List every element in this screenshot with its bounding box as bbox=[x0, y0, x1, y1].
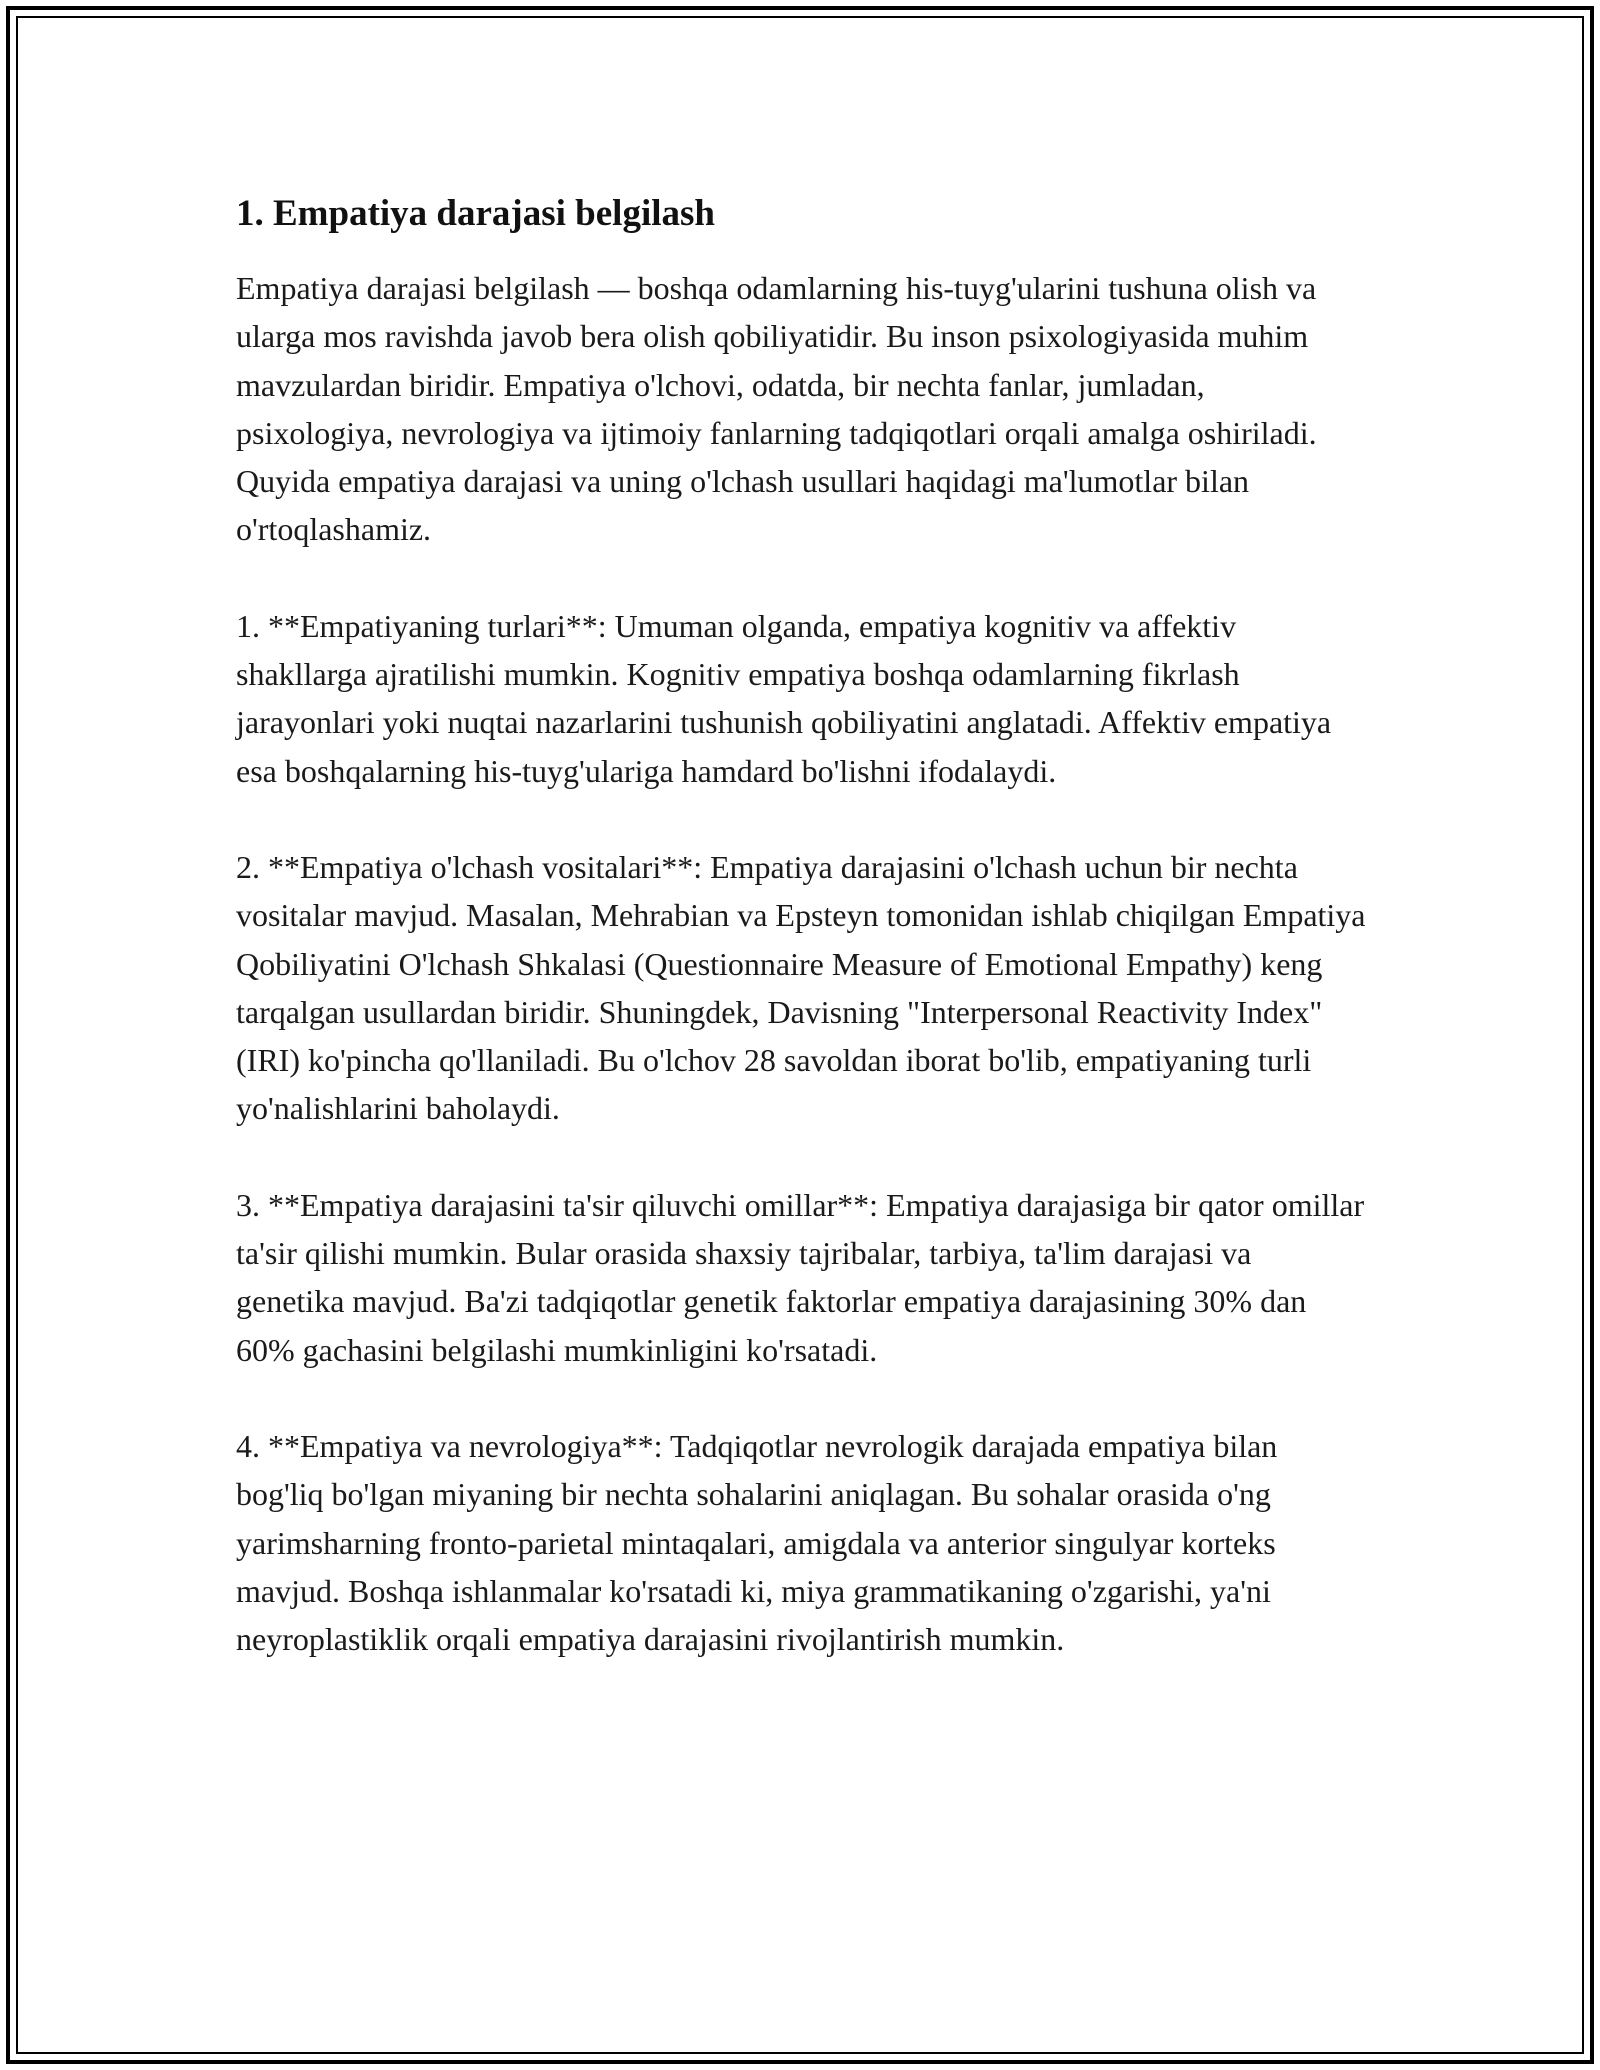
document-body bbox=[236, 186, 1366, 1711]
document-title: 1. Empatiya darajasi belgilash bbox=[236, 193, 715, 234]
paragraph-intro: Empatiya darajasi belgilash — boshqa odamlarning his-tuyg'ularini tushuna olish va ularga mos ravishda javob bera olish qobiliyatidir. Bu inson psixologiyasida muhim mavzulardan biridir. Empatiya o'lchovi, odatda, bir nechta fanlar, jumladan, psixologiya, nevrologiya va ijtimoiy fanlarning tadqiqotlari orqali amalga oshiriladi. Quyida empatiya darajasi va uning o'lchash usullari haqidagi ma'lumotlar bilan o'rtoqlashamiz. bbox=[236, 270, 1317, 548]
paragraph-influencing-factors: 3. **Empatiya darajasini ta'sir qiluvchi omillar**: Empatiya darajasiga bir qator omillar ta'sir qilishi mumkin. Bular orasida shaxsiy tajribalar, tarbiya, ta'lim darajasi va genetika mavjud. Ba'zi tadqiqotlar genetik faktorlar empatiya darajasining 30% dan 60% gachasini belgilashi mumkinligini ko'rsatadi. bbox=[236, 1186, 1365, 1368]
paragraph-empathy-types: 1. **Empatiyaning turlari**: Umuman olganda, empatiya kognitiv va affektiv shakllarga ajratilishi mumkin. Kognitiv empatiya boshqa odamlarning fikrlash jarayonlari yoki nuqtai nazarlarini tushunish qobiliyatini anglatadi. Affektiv empatiya esa boshqalarning his-tuyg'ulariga hamdard bo'lishni ifodalaydi. bbox=[236, 607, 1332, 789]
paragraph-measurement-tools: 2. **Empatiya o'lchash vositalari**: Empatiya darajasini o'lchash uchun bir nechta vositalar mavjud. Masalan, Mehrabian va Epsteyn tomonidan ishlab chiqilgan Empatiya Qobiliyatini O'lchash Shkalasi (Questionnaire Measure of Emotional Empathy) keng tarqalgan usullardan biridir. Shuningdek, Davisning "Interpersonal Reactivity Index" (IRI) ko'pincha qo'llaniladi. Bu o'lchov 28 savoldan iborat bo'lib, empatiyaning turli yo'nalishlarini baholaydi. bbox=[236, 848, 1366, 1127]
paragraph-neurology: 4. **Empatiya va nevrologiya**: Tadqiqotlar nevrologik darajada empatiya bilan bog'liq bo'lgan miyaning bir nechta sohalarini aniqlagan. Bu sohalar orasida o'ng yarimsharning fronto-parietal mintaqalari, amigdala va anterior singulyar korteks mavjud. Boshqa ishlanmalar ko'rsatadi ki, miya grammatikaning o'zgarishi, ya'ni neyroplastiklik orqali empatiya darajasini rivojlantirish mumkin. bbox=[236, 1427, 1278, 1658]
